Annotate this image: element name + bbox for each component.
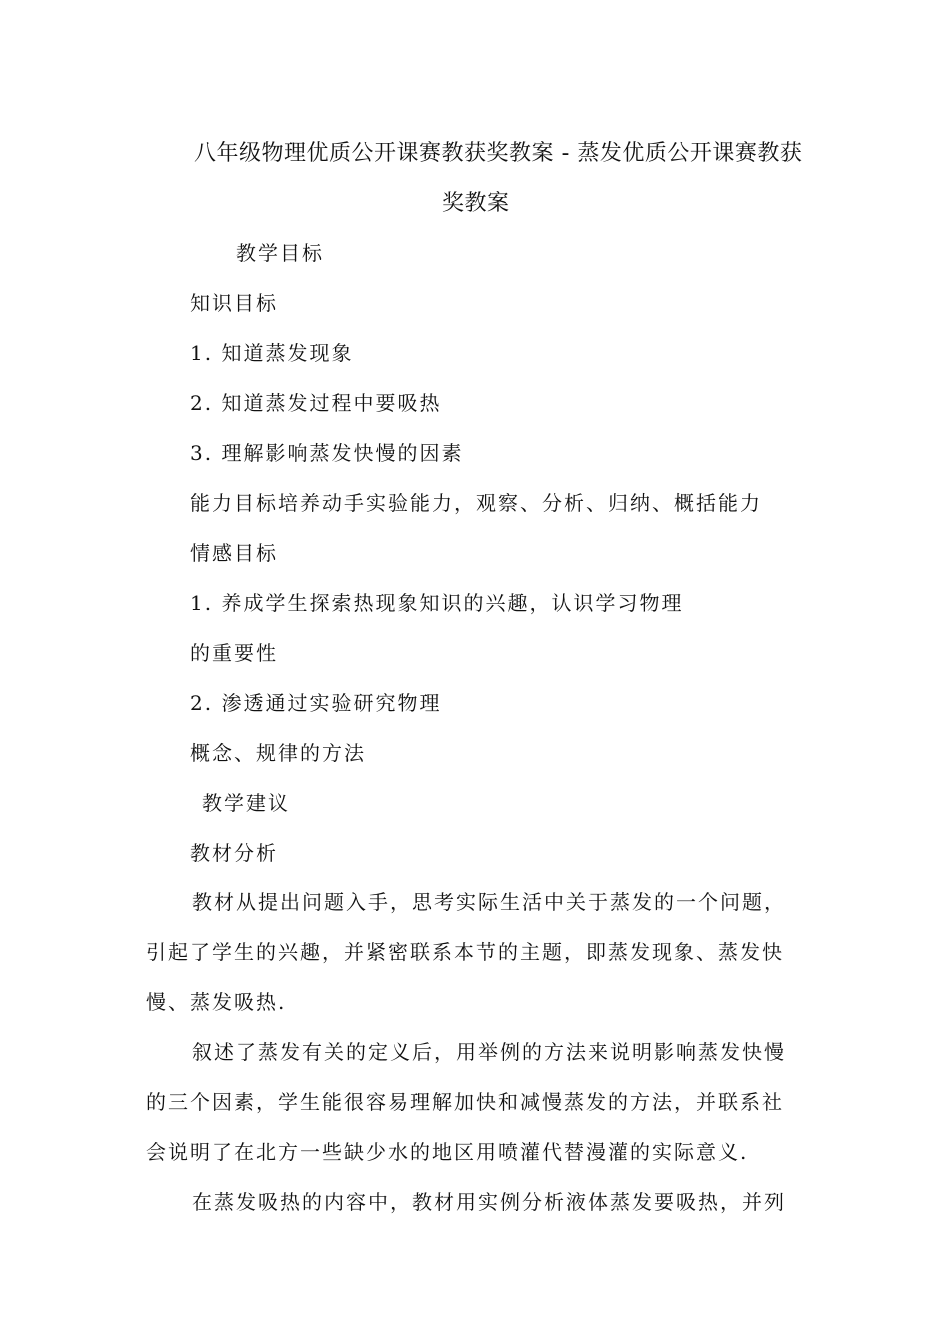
list-item: 1. 知道蒸发现象 — [190, 341, 354, 365]
list-item: 1. 养成学生探索热现象知识的兴趣，认识学习物理 — [190, 591, 684, 615]
subheading-textbook-analysis: 教材分析 — [190, 841, 278, 865]
list-item-continuation: 的重要性 — [190, 641, 278, 665]
document-title-line-1: 八年级物理优质公开课赛教获奖教案 - 蒸发优质公开课赛教获 — [194, 141, 803, 166]
list-item-continuation: 概念、规律的方法 — [190, 741, 366, 765]
heading-teaching-goals: 教学目标 — [236, 241, 324, 265]
paragraph-line: 教材从提出问题入手，思考实际生活中关于蒸发的一个问题， — [192, 890, 786, 914]
list-item: 3. 理解影响蒸发快慢的因素 — [190, 441, 464, 465]
paragraph-line: 的三个因素，学生能很容易理解加快和减慢蒸发的方法，并联系社 — [146, 1090, 784, 1114]
paragraph-line: 慢、蒸发吸热. — [146, 990, 287, 1014]
ability-goals: 能力目标培养动手实验能力，观察、分析、归纳、概括能力 — [190, 491, 762, 515]
subheading-knowledge-goals: 知识目标 — [190, 291, 278, 315]
list-item: 2. 渗透通过实验研究物理 — [190, 691, 442, 715]
list-item: 2. 知道蒸发过程中要吸热 — [190, 391, 442, 415]
subheading-emotional-goals: 情感目标 — [190, 541, 278, 565]
paragraph-line: 引起了学生的兴趣，并紧密联系本节的主题，即蒸发现象、蒸发快 — [146, 940, 784, 964]
document-title-line-2: 奖教案 — [442, 191, 510, 216]
paragraph-line: 会说明了在北方一些缺少水的地区用喷灌代替漫灌的实际意义. — [146, 1140, 749, 1164]
heading-teaching-suggestions: 教学建议 — [202, 791, 290, 815]
paragraph-line: 在蒸发吸热的内容中，教材用实例分析液体蒸发要吸热，并列 — [192, 1190, 786, 1214]
paragraph-line: 叙述了蒸发有关的定义后，用举例的方法来说明影响蒸发快慢 — [192, 1040, 786, 1064]
